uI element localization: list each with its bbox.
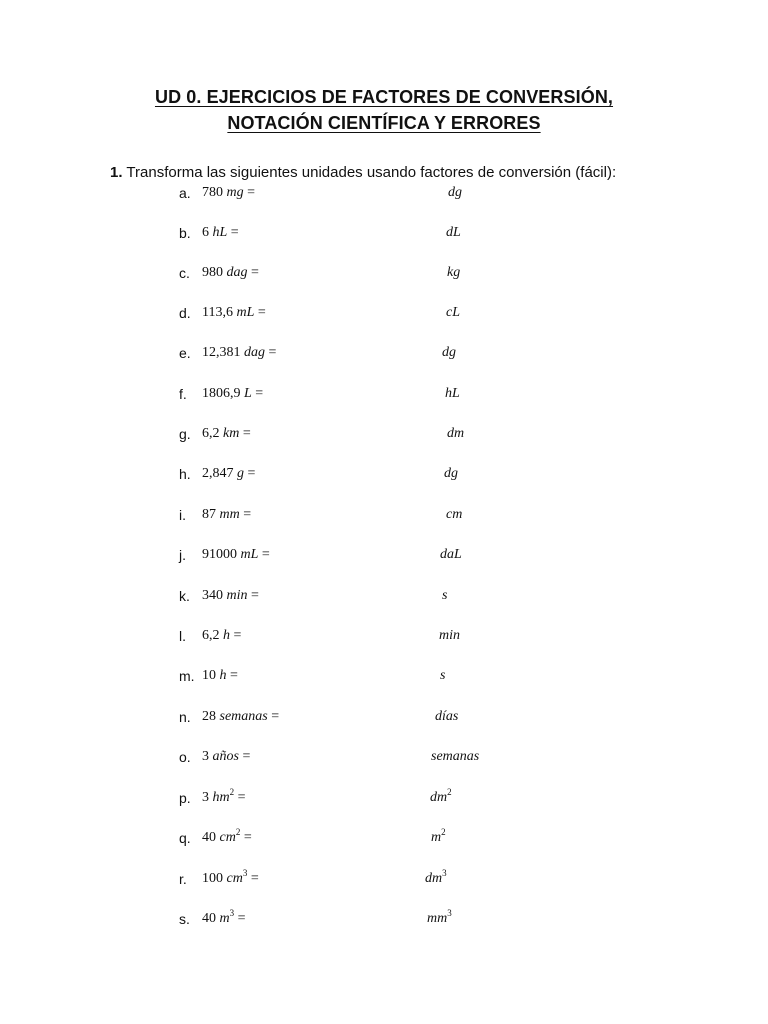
source-value: 2,847 bbox=[202, 466, 234, 481]
target-unit: kg bbox=[447, 265, 461, 280]
equals-sign: = bbox=[247, 185, 256, 200]
item-letter: m. bbox=[179, 668, 195, 684]
equals-sign: = bbox=[230, 668, 238, 683]
conversion-target bbox=[442, 345, 456, 361]
target-unit: cL bbox=[446, 305, 460, 320]
instruction-text: Transforma las siguientes unidades usando factores de conversión (fácil): bbox=[126, 164, 617, 181]
equals-sign: = bbox=[250, 871, 259, 886]
item-letter: l. bbox=[179, 628, 186, 644]
exercise-item bbox=[0, 426, 768, 448]
source-value: 28 bbox=[202, 709, 216, 724]
conversion-source bbox=[202, 507, 251, 523]
target-unit: semanas bbox=[431, 749, 480, 764]
target-unit: dm bbox=[430, 790, 448, 805]
exercise-item bbox=[0, 588, 768, 610]
conversion-target bbox=[446, 507, 462, 523]
conversion-source bbox=[202, 345, 276, 361]
conversion-source bbox=[202, 908, 246, 927]
item-letter: d. bbox=[179, 305, 191, 321]
conversion-target bbox=[447, 265, 460, 281]
source-unit: dag bbox=[244, 345, 265, 360]
item-letter: n. bbox=[179, 709, 191, 725]
equals-sign: = bbox=[233, 628, 242, 643]
title-line-1: UD 0. EJERCICIOS DE FACTORES DE CONVERSIÓN, bbox=[154, 87, 614, 107]
source-unit: L bbox=[244, 386, 252, 401]
conversion-target bbox=[427, 908, 452, 927]
equals-sign: = bbox=[237, 911, 246, 926]
conversion-source bbox=[202, 787, 246, 806]
equals-sign: = bbox=[242, 426, 251, 441]
exercise-item bbox=[0, 628, 768, 650]
source-unit: min bbox=[226, 588, 248, 603]
equals-sign: = bbox=[242, 749, 251, 764]
source-value: 12,381 bbox=[202, 345, 241, 360]
target-exponent: 3 bbox=[442, 868, 447, 878]
source-exponent: 2 bbox=[235, 827, 241, 837]
item-letter: h. bbox=[179, 466, 191, 482]
source-value: 6,2 bbox=[202, 426, 220, 441]
source-value: 6,2 bbox=[202, 628, 220, 643]
source-exponent: 3 bbox=[229, 908, 235, 918]
exercise-item bbox=[0, 827, 768, 852]
source-value: 1806,9 bbox=[202, 386, 241, 401]
equals-sign: = bbox=[255, 386, 264, 401]
item-letter: e. bbox=[179, 345, 191, 361]
conversion-target bbox=[444, 466, 458, 482]
source-value: 980 bbox=[202, 265, 223, 280]
target-unit: dm bbox=[425, 871, 443, 886]
exercise-item bbox=[0, 547, 768, 569]
item-letter: p. bbox=[179, 790, 191, 806]
equals-sign: = bbox=[268, 345, 277, 360]
item-letter: o. bbox=[179, 749, 191, 765]
source-unit: mL bbox=[236, 305, 255, 320]
item-letter: j. bbox=[179, 547, 186, 563]
conversion-target bbox=[448, 185, 462, 201]
equals-sign: = bbox=[243, 830, 252, 845]
conversion-target bbox=[435, 709, 458, 725]
conversion-target bbox=[431, 749, 479, 765]
target-unit: hL bbox=[445, 386, 460, 401]
source-value: 87 bbox=[202, 507, 216, 522]
equals-sign: = bbox=[271, 709, 280, 724]
source-exponent: 2 bbox=[229, 787, 235, 797]
conversion-source bbox=[202, 868, 259, 887]
equals-sign: = bbox=[261, 547, 270, 562]
source-unit: mL bbox=[240, 547, 259, 562]
equals-sign: = bbox=[257, 305, 266, 320]
conversion-source bbox=[202, 547, 270, 563]
source-exponent: 3 bbox=[242, 868, 248, 878]
item-letter: i. bbox=[179, 507, 186, 523]
equals-sign: = bbox=[243, 507, 252, 522]
conversion-source bbox=[202, 305, 266, 321]
source-value: 40 bbox=[202, 830, 216, 845]
equals-sign: = bbox=[230, 225, 239, 240]
source-unit: h bbox=[219, 668, 227, 683]
item-letter: f. bbox=[179, 386, 187, 402]
exercise-item bbox=[0, 345, 768, 367]
source-value: 113,6 bbox=[202, 305, 233, 320]
exercise-1-instruction bbox=[110, 164, 616, 181]
target-unit: dg bbox=[448, 185, 462, 200]
conversion-target bbox=[445, 386, 460, 402]
source-unit: mm bbox=[219, 507, 240, 522]
item-letter: s. bbox=[179, 911, 190, 927]
conversion-source bbox=[202, 668, 238, 684]
target-unit: dg bbox=[444, 466, 458, 481]
exercise-item bbox=[0, 787, 768, 812]
exercise-item bbox=[0, 668, 768, 690]
source-value: 100 bbox=[202, 871, 223, 886]
source-unit: años bbox=[212, 749, 239, 764]
conversion-source bbox=[202, 749, 250, 765]
exercise-item bbox=[0, 305, 768, 327]
target-unit: daL bbox=[440, 547, 462, 562]
source-value: 10 bbox=[202, 668, 216, 683]
conversion-source bbox=[202, 628, 241, 644]
exercise-number: 1. bbox=[110, 164, 123, 181]
source-unit: dag bbox=[226, 265, 248, 280]
conversion-target bbox=[430, 787, 452, 806]
target-exponent: 2 bbox=[441, 827, 446, 837]
conversion-source bbox=[202, 709, 279, 725]
conversion-source bbox=[202, 185, 255, 201]
conversion-target bbox=[425, 868, 447, 887]
exercise-item bbox=[0, 749, 768, 771]
target-unit: s bbox=[440, 668, 446, 683]
item-letter: r. bbox=[179, 871, 187, 887]
equals-sign: = bbox=[251, 588, 259, 603]
target-unit: cm bbox=[446, 507, 463, 522]
conversion-source bbox=[202, 265, 259, 281]
target-exponent: 3 bbox=[447, 908, 452, 918]
target-unit: dL bbox=[446, 225, 461, 240]
exercise-item bbox=[0, 868, 768, 893]
exercise-item bbox=[0, 507, 768, 529]
target-unit: min bbox=[439, 628, 460, 643]
exercise-item bbox=[0, 185, 768, 207]
source-unit: km bbox=[223, 426, 240, 441]
source-unit: m bbox=[219, 911, 230, 926]
item-letter: k. bbox=[179, 588, 190, 604]
title-line-2: NOTACIÓN CIENTÍFICA Y ERRORES bbox=[227, 113, 541, 133]
source-value: 780 bbox=[202, 185, 223, 200]
exercise-item bbox=[0, 265, 768, 287]
source-unit: hL bbox=[212, 225, 228, 240]
target-unit: dm bbox=[447, 426, 465, 441]
source-value: 3 bbox=[202, 790, 209, 805]
target-unit: dg bbox=[442, 345, 456, 360]
item-letter: g. bbox=[179, 426, 191, 442]
source-unit: cm bbox=[226, 871, 243, 886]
conversion-source bbox=[202, 426, 251, 442]
source-value: 3 bbox=[202, 749, 209, 764]
source-unit: hm bbox=[212, 790, 230, 805]
exercise-item bbox=[0, 709, 768, 731]
conversion-source bbox=[202, 225, 239, 241]
conversion-source bbox=[202, 588, 259, 604]
equals-sign: = bbox=[247, 466, 256, 481]
source-unit: cm bbox=[219, 830, 236, 845]
conversion-target bbox=[440, 668, 445, 684]
target-unit: m bbox=[431, 830, 442, 845]
item-letter: b. bbox=[179, 225, 191, 241]
source-value: 340 bbox=[202, 588, 223, 603]
conversion-source bbox=[202, 827, 252, 846]
item-letter: a. bbox=[179, 185, 191, 201]
item-letter: q. bbox=[179, 830, 191, 846]
target-exponent: 2 bbox=[447, 787, 452, 797]
target-unit: mm bbox=[427, 911, 448, 926]
source-unit: semanas bbox=[219, 709, 268, 724]
source-unit: mg bbox=[226, 185, 244, 200]
item-letter: c. bbox=[179, 265, 190, 281]
conversion-source bbox=[202, 466, 255, 482]
target-unit: s bbox=[442, 588, 448, 603]
source-value: 40 bbox=[202, 911, 216, 926]
exercise-item bbox=[0, 466, 768, 488]
conversion-target bbox=[439, 628, 460, 644]
exercise-item bbox=[0, 908, 768, 933]
exercise-item bbox=[0, 386, 768, 408]
equals-sign: = bbox=[237, 790, 246, 805]
conversion-source bbox=[202, 386, 263, 402]
source-value: 91000 bbox=[202, 547, 237, 562]
source-value: 6 bbox=[202, 225, 209, 240]
conversion-target bbox=[440, 547, 462, 563]
conversion-target bbox=[447, 426, 464, 442]
conversion-target bbox=[431, 827, 446, 846]
source-unit: h bbox=[223, 628, 230, 643]
conversion-target bbox=[446, 305, 460, 321]
conversion-target bbox=[442, 588, 447, 604]
equals-sign: = bbox=[251, 265, 259, 280]
exercise-item bbox=[0, 225, 768, 247]
conversion-target bbox=[446, 225, 461, 241]
source-unit: g bbox=[237, 466, 244, 481]
target-unit: días bbox=[435, 709, 459, 724]
